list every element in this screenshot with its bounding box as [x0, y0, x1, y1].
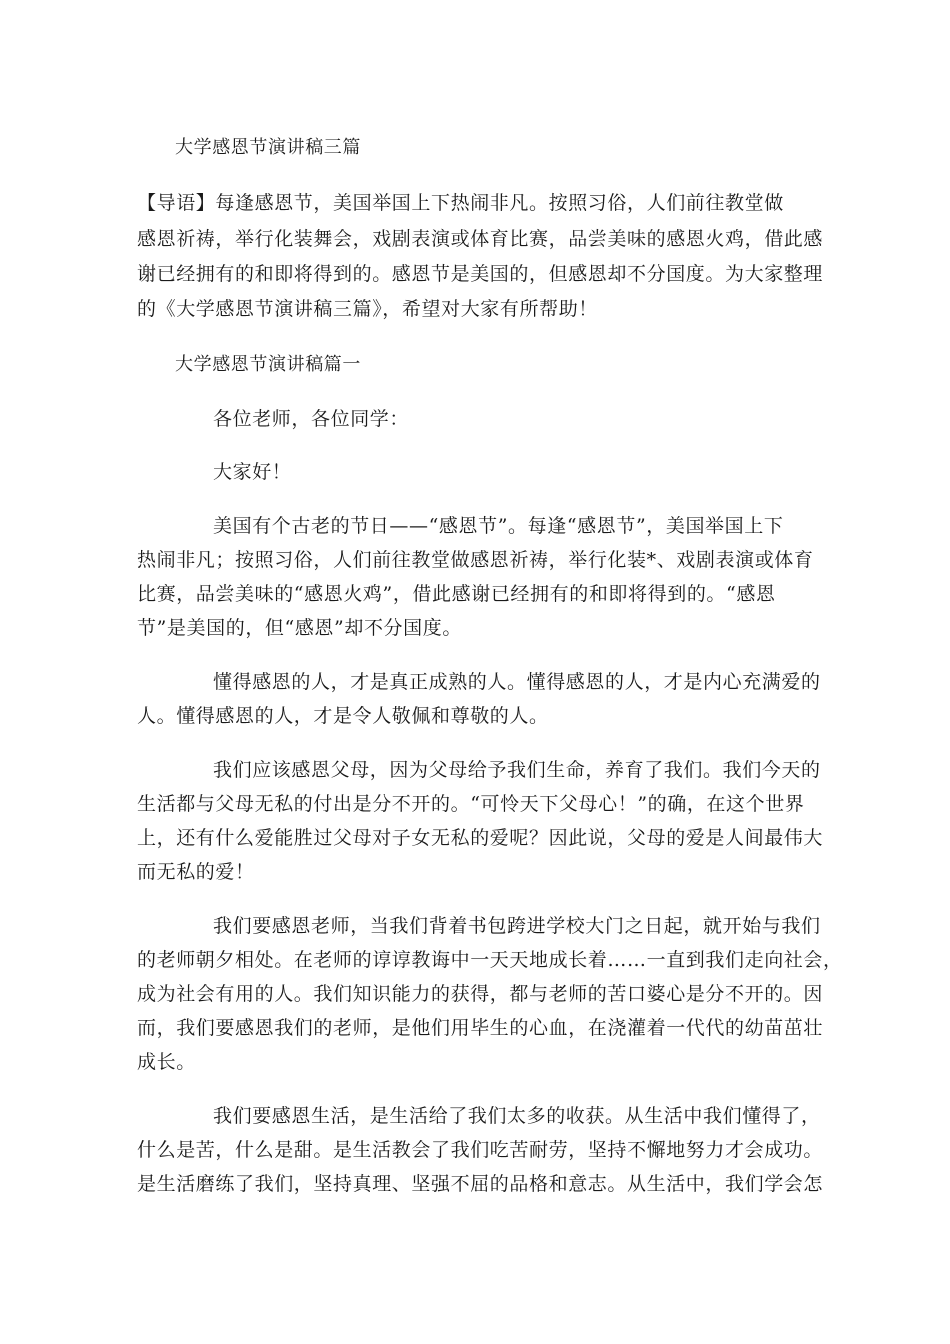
paragraph-line: 美国有个古老的节日——“感恩节”。每逢“感恩节”，美国举国上下	[213, 515, 784, 537]
paragraph-line: 懂得感恩的人，才是真正成熟的人。懂得感恩的人，才是内心充满爱的	[213, 671, 821, 693]
paragraph-line: 我们应该感恩父母，因为父母给予我们生命，养育了我们。我们今天的	[213, 759, 821, 781]
intro-line: 感恩祈祷，举行化装舞会，戏剧表演或体育比赛，品尝美味的感恩火鸡，借此感	[137, 228, 824, 250]
paragraph-line: 我们要感恩生活，是生活给了我们太多的收获。从生活中我们懂得了，	[213, 1105, 821, 1127]
paragraph-line: 我们要感恩老师，当我们背着书包跨进学校大门之日起，就开始与我们	[213, 915, 821, 937]
paragraph-line: 生活都与父母无私的付出是分不开的。“可怜天下父母心！”的确，在这个世界	[137, 793, 805, 815]
paragraph-line: 上，还有什么爱能胜过父母对子女无私的爱呢？因此说，父母的爱是人间最伟大	[137, 827, 824, 849]
intro-line: 谢已经拥有的和即将得到的。感恩节是美国的，但感恩却不分国度。为大家整理	[137, 263, 824, 285]
section-title: 大学感恩节演讲稿篇一	[175, 354, 361, 375]
paragraph-line: 什么是苦，什么是甜。是生活教会了我们吃苦耐劳，坚持不懈地努力才会成功。	[137, 1139, 824, 1161]
greeting: 各位老师，各位同学：	[213, 408, 410, 430]
document-title: 大学感恩节演讲稿三篇	[175, 137, 361, 158]
paragraph-line: 是生活磨练了我们，坚持真理、坚强不屈的品格和意志。从生活中，我们学会怎	[137, 1173, 824, 1195]
paragraph-line: 节”是美国的，但“感恩”却不分国度。	[137, 617, 462, 639]
paragraph-line: 而无私的爱！	[137, 861, 255, 883]
hello: 大家好！	[213, 461, 292, 483]
paragraph-line: 人。懂得感恩的人，才是令人敬佩和尊敬的人。	[137, 705, 549, 727]
paragraph-line: 热闹非凡；按照习俗，人们前往教堂做感恩祈祷，举行化装*、戏剧表演或体育	[137, 549, 814, 571]
intro-line: 【导语】每逢感恩节，美国举国上下热闹非凡。按照习俗，人们前往教堂做	[137, 192, 784, 214]
paragraph-line: 而，我们要感恩我们的老师，是他们用毕生的心血，在浇灌着一代代的幼苗茁壮	[137, 1017, 824, 1039]
paragraph-line: 比赛，品尝美味的“感恩火鸡”，借此感谢已经拥有的和即将得到的。“感恩	[137, 583, 776, 605]
intro-line: 的《大学感恩节演讲稿三篇》，希望对大家有所帮助！	[137, 298, 598, 320]
paragraph-line: 成为社会有用的人。我们知识能力的获得，都与老师的苦口婆心是分不开的。因	[137, 983, 824, 1005]
paragraph-line: 成长。	[137, 1051, 196, 1073]
paragraph-line: 的老师朝夕相处。在老师的谆谆教诲中一天天地成长着……一直到我们走向社会，	[137, 949, 843, 971]
